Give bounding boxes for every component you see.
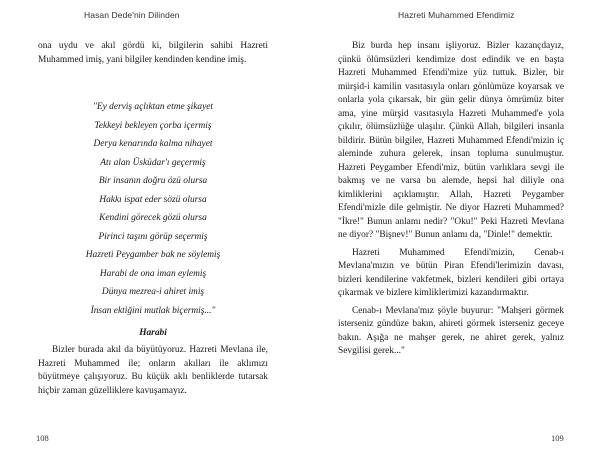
left-bottom-paragraph-block — [38, 344, 268, 398]
poem-line: Kendini görecek gözü olursa — [99, 213, 207, 223]
left-top-paragraph: ona uydu ve akıl gördü ki, bilgilerin sahibi Hazreti Muhammed imiş, yani bilgiler kendinden kendine imiş. — [38, 41, 268, 65]
poem-line: Tekkeyi bekleyen çorba içermiş — [94, 120, 212, 131]
poem-line: Pirinci taşını görüp seçermiş — [98, 231, 208, 242]
poem-line: Harabi de ona iman eylemiş — [99, 268, 207, 279]
poem-line: "Ey derviş açlıktan etme şikayet — [92, 102, 214, 112]
right-running-head: Hazreti Muhammed Efendimiz — [398, 10, 515, 20]
poem — [38, 98, 268, 338]
poem-line: Atı alan Üsküdar'ı geçermiş — [100, 157, 206, 168]
right-paragraph: Cenab-ı Mevlana'mız şöyle buyurur: "Mahşeri görmek isterseniz gündüze bakın, ahireti görmek isterseniz geceye bakın. Aşığa ne mahşer gerek, ne ahiret gerek, yalnız Sevgilisi gerek..." — [338, 305, 564, 356]
right-page-number: 109 — [551, 433, 564, 443]
left-bottom-paragraph: Bizler burada akıl da büyütüyoruz. Hazreti Mevlana ile, Hazreti Muhammed ile; onların akılları ile aklımızı büyütmeye çalışıyoruz. Bu küçük aklı benliklerde tutarsak hiçbir zaman güzelliklere kavuşamayız. — [38, 345, 268, 396]
poem-line: İnsan ektiğini mutlak biçermiş..." — [90, 305, 216, 316]
right-body — [338, 40, 564, 363]
poem-line: Bir insanın doğru özü olursa — [98, 176, 208, 186]
left-running-head: Hasan Dede'nin Dilinden — [84, 10, 180, 20]
left-page-number: 108 — [36, 433, 49, 443]
poem-line: Hakkı ispat eder sözü olursa — [99, 194, 207, 205]
poem-line: Hazreti Peygamber bak ne söylemiş — [85, 250, 221, 260]
left-top-paragraph-block — [38, 40, 268, 67]
right-paragraph: Hazreti Muhammed Efendi'mizin, Cenab-ı Mevlana'mızın ve bütün Piran Efendi'lerimizin davası, bizleri kendilerine vakfetmek, bizleri kendileri gibi ortaya çıkarmak ve bizlere kimliklerimizi kazandırmaktır. — [338, 247, 564, 298]
poem-line: Dünya mezrea-i ahiret imiş — [101, 287, 205, 297]
poem-line: Derya kenarında kalma nihayet — [93, 139, 213, 149]
right-paragraph: Biz burda hep insanı işliyoruz. Bizler kazançdayız, çünkü ölümsüzleri kendimize dost edindik ve en başta Hazreti Muhammed Efendi'mize yüz tuttuk. Bizler, bir mürşid-i kamilin vasıtasıyla onları gönlümüze koyarsak ve onlarla yola çıkarsak, bir gün gelir dünya ömrümüz biter ama, yine mürşid vasıtasıyla Hazreti Muhammed'e yola çıkılır, ölümsüzlüğe ulaşılır. Çünkü Allah, bilgileri insanla bildirir. Bütün bilgiler, Hazreti Muhammed Efendi'mizin iç aleminde zuhura gelerek, insan topluma sunulmuştur. Hazreti Peygamber Efendi'miz, bütün varlıklara sevgi ile bakmış ve ne varsa bu alemde, hepsi hal diliyle ona kimliklerini açıklamıştır. Allah, Hazreti Peygamber Efendi'mizle dile gelmiştir. Ne diyor Hazreti Muhammed? "İkre!" Bunun anlamı nedir? "Oku!" Peki Hazreti Mevlana ne diyor? "Bişnev!" Bunun anlamı da, "Dinle!" demektir. — [338, 41, 564, 240]
poem-author: Harabi — [139, 328, 167, 338]
right-page — [300, 0, 600, 463]
